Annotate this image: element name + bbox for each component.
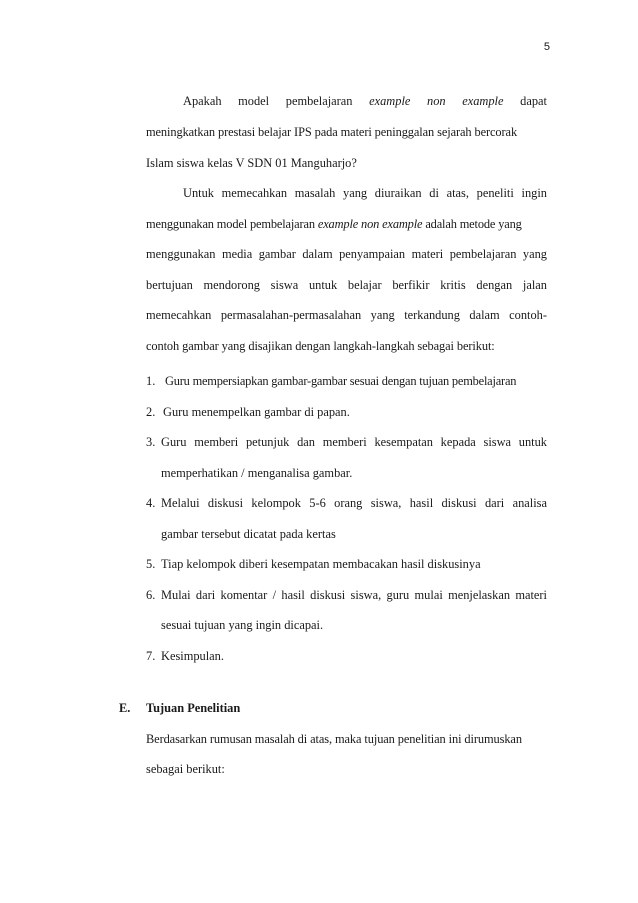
para2-line3: menggunakan media gambar dalam penyampaian materi pembelajaran yang xyxy=(146,247,547,261)
list-number: 2. xyxy=(146,405,156,419)
list-number: 3. xyxy=(146,435,156,449)
para2-line5: memecahkan permasalahan-permasalahan yang terkandung dalam contoh- xyxy=(146,308,547,322)
section-line2: sebagai berikut: xyxy=(146,762,225,776)
list-text-cont: memperhatikan / menganalisa gambar. xyxy=(161,466,353,480)
list-text-cont: sesuai tujuan yang ingin dicapai. xyxy=(161,618,324,632)
para2-text-b: adalah metode yang xyxy=(425,217,522,231)
para2-line1: Untuk memecahkan masalah yang diuraikan di atas, peneliti ingin xyxy=(183,186,547,200)
list-number: 4. xyxy=(146,496,156,510)
list-text: Guru mempersiapkan gambar-gambar sesuai dengan tujuan pembelajaran xyxy=(165,374,517,388)
page-number: 5 xyxy=(543,41,550,53)
para1-text-b: dapat xyxy=(520,94,547,108)
para2-line4: bertujuan mendorong siswa untuk belajar berfikir kritis dengan jalan xyxy=(146,278,547,292)
list-number: 1. xyxy=(146,374,156,388)
section-letter: E. xyxy=(119,701,131,715)
list-text: Guru memberi petunjuk dan memberi kesempatan kepada siswa untuk xyxy=(161,435,547,449)
list-text: Mulai dari komentar / hasil diskusi siswa, guru mulai menjelaskan materi xyxy=(161,588,547,602)
list-number: 5. xyxy=(146,557,156,571)
para1-line2: meningkatkan prestasi belajar IPS pada materi peninggalan sejarah bercorak xyxy=(146,125,518,139)
list-text: Guru menempelkan gambar di papan. xyxy=(163,405,350,419)
list-text-cont: gambar tersebut dicatat pada kertas xyxy=(161,527,336,541)
para2-italic-term: example non example xyxy=(317,217,423,231)
list-text: Kesimpulan. xyxy=(161,649,224,663)
para2-line2 xyxy=(146,216,547,232)
para1-italic-term: example non example xyxy=(369,94,504,108)
list-text: Melalui diskusi kelompok 5-6 orang siswa, hasil diskusi dari analisa xyxy=(161,496,547,510)
para2-line6: contoh gambar yang disajikan dengan langkah-langkah sebagai berikut: xyxy=(146,339,495,353)
para1-line1 xyxy=(183,93,547,109)
list-number: 7. xyxy=(146,649,156,663)
list-text: Tiap kelompok diberi kesempatan membacakan hasil diskusinya xyxy=(161,557,481,571)
list-number: 6. xyxy=(146,588,156,602)
para1-text-a: Apakah model pembelajaran xyxy=(183,94,353,108)
para2-text-a: menggunakan model pembelajaran xyxy=(146,217,315,231)
para1-line3: Islam siswa kelas V SDN 01 Manguharjo? xyxy=(146,156,357,170)
section-title: Tujuan Penelitian xyxy=(146,701,241,715)
section-line1: Berdasarkan rumusan masalah di atas, maka tujuan penelitian ini dirumuskan xyxy=(146,732,522,746)
